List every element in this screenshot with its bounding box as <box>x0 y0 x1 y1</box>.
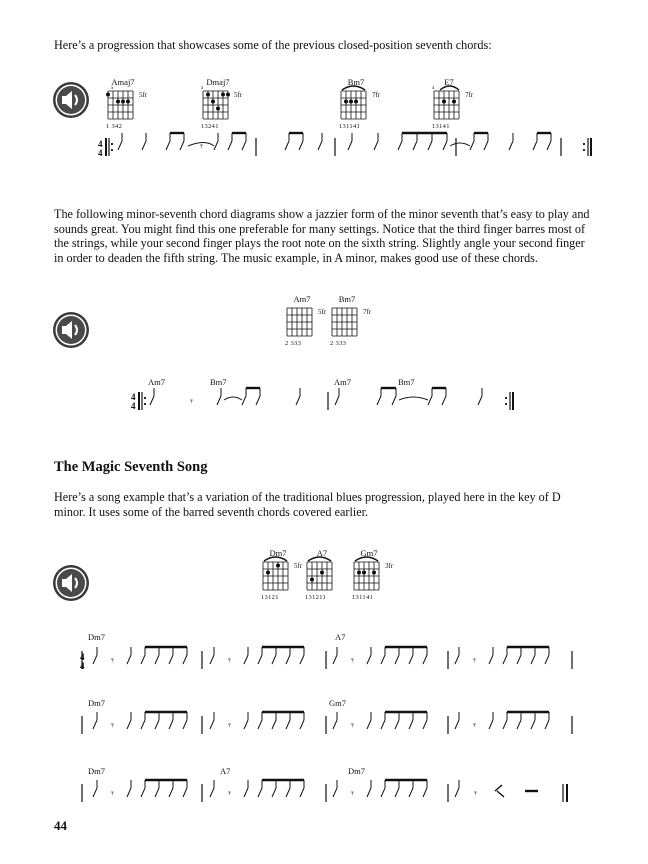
chord-label: Dm7 <box>88 632 105 642</box>
finger-numbers: 1 342 <box>106 123 123 130</box>
chord-label: Bm7 <box>210 377 227 387</box>
chord-label: A7 <box>220 766 231 776</box>
chord-name: Dmaj7 <box>206 77 230 87</box>
chord-name: Bm7 <box>338 294 356 304</box>
song-intro-text: Here’s a song example that’s a variation of the traditional blues progression, played here in the key of D minor. It uses some of the barred seventh chords covered earlier. <box>54 490 561 519</box>
svg-text:𝄾: 𝄾 <box>351 655 354 667</box>
fret-label: 7fr <box>372 91 381 99</box>
fret-label: 5fr <box>234 91 243 99</box>
svg-text:𝄾: 𝄾 <box>111 655 114 667</box>
fretboard-grid <box>307 558 332 592</box>
finger-numbers: 131141 <box>352 594 374 601</box>
fretboard-grid <box>108 87 133 121</box>
chord-label: Dm7 <box>348 766 365 776</box>
finger-numbers: 131141 <box>339 123 361 130</box>
chord-name: Dm7 <box>269 548 287 558</box>
intro-text: Here’s a progression that showcases some of the previous closed-position seventh chords: <box>54 38 492 52</box>
svg-text:𝄾: 𝄾 <box>351 788 354 800</box>
audio-speaker-icon[interactable] <box>52 311 90 349</box>
svg-text:𝄾: 𝄾 <box>111 720 114 732</box>
svg-text:x: x <box>111 86 114 91</box>
chord-name: Gm7 <box>360 548 378 558</box>
svg-text:x: x <box>432 86 435 91</box>
svg-text:𝄾: 𝄾 <box>474 788 477 800</box>
time-sig-top: 4 <box>80 652 85 662</box>
chord-name: Am7 <box>293 294 311 304</box>
chord-label: Am7 <box>148 377 165 387</box>
page-number: 44 <box>54 818 67 833</box>
time-sig-top: 4 <box>98 139 103 149</box>
chord-label: Dm7 <box>88 698 105 708</box>
svg-text:𝄾: 𝄾 <box>228 788 231 800</box>
chord-label: Dm7 <box>88 766 105 776</box>
fret-label: 5fr <box>294 562 303 570</box>
fret-label: 5fr <box>318 308 327 316</box>
audio-speaker-icon[interactable] <box>52 564 90 602</box>
fretboard-grid <box>354 558 379 592</box>
chord-name: Amaj7 <box>111 77 135 87</box>
svg-text:𝄾: 𝄾 <box>190 396 193 408</box>
chord-label: Gm7 <box>329 698 346 708</box>
fret-label: 7fr <box>363 308 372 316</box>
svg-text:𝄾: 𝄾 <box>228 655 231 667</box>
minor-seventh-text: The following minor-seventh chord diagrams show a jazzier form of the minor seventh that’s easy to play and sounds great. You might find this one preferable for many settings. Notice that the third finger barres most of the strings, while your second finger plays the root note on the sixth string. Slightly angle your second finger in order to deaden the fifth string. The music example, in A minor, makes good use of these chords. <box>54 207 590 265</box>
chord-label: A7 <box>335 632 346 642</box>
finger-numbers: 2 333 <box>330 340 347 347</box>
chord-name: A7 <box>316 548 328 558</box>
section-heading: The Magic Seventh Song <box>54 459 208 475</box>
fretboard-grid <box>434 87 459 121</box>
chord-name: Bm7 <box>347 77 365 87</box>
svg-text:𝄾: 𝄾 <box>473 720 476 732</box>
time-sig-bottom: 4 <box>98 148 103 158</box>
fretboard-grid <box>341 87 366 121</box>
svg-text:x: x <box>201 86 204 91</box>
fret-label: 3fr <box>385 562 394 570</box>
svg-text:𝄾: 𝄾 <box>228 720 231 732</box>
finger-numbers: 13241 <box>201 123 219 130</box>
finger-numbers: 131211 <box>305 594 327 601</box>
fretboard-grid <box>203 87 228 121</box>
time-sig-bottom: 4 <box>131 401 136 411</box>
fret-label: 5fr <box>139 91 148 99</box>
fretboard-grid <box>263 558 288 592</box>
svg-text:𝄾: 𝄾 <box>473 655 476 667</box>
finger-numbers: 13121 <box>261 594 279 601</box>
audio-speaker-icon[interactable] <box>52 81 90 119</box>
svg-text:𝄾: 𝄾 <box>351 720 354 732</box>
time-sig-top: 4 <box>131 392 136 402</box>
fretboard-grid <box>287 304 312 338</box>
finger-numbers: 13141 <box>432 123 450 130</box>
chord-name: E7 <box>444 77 454 87</box>
time-sig-bottom: 4 <box>80 661 85 671</box>
svg-text:𝄾: 𝄾 <box>111 788 114 800</box>
svg-text:𝄾: 𝄾 <box>200 141 203 153</box>
finger-numbers: 2 333 <box>285 340 302 347</box>
chord-label: Am7 <box>334 377 351 387</box>
fretboard-grid <box>332 304 357 338</box>
chord-label: Bm7 <box>398 377 415 387</box>
fret-label: 7fr <box>465 91 474 99</box>
